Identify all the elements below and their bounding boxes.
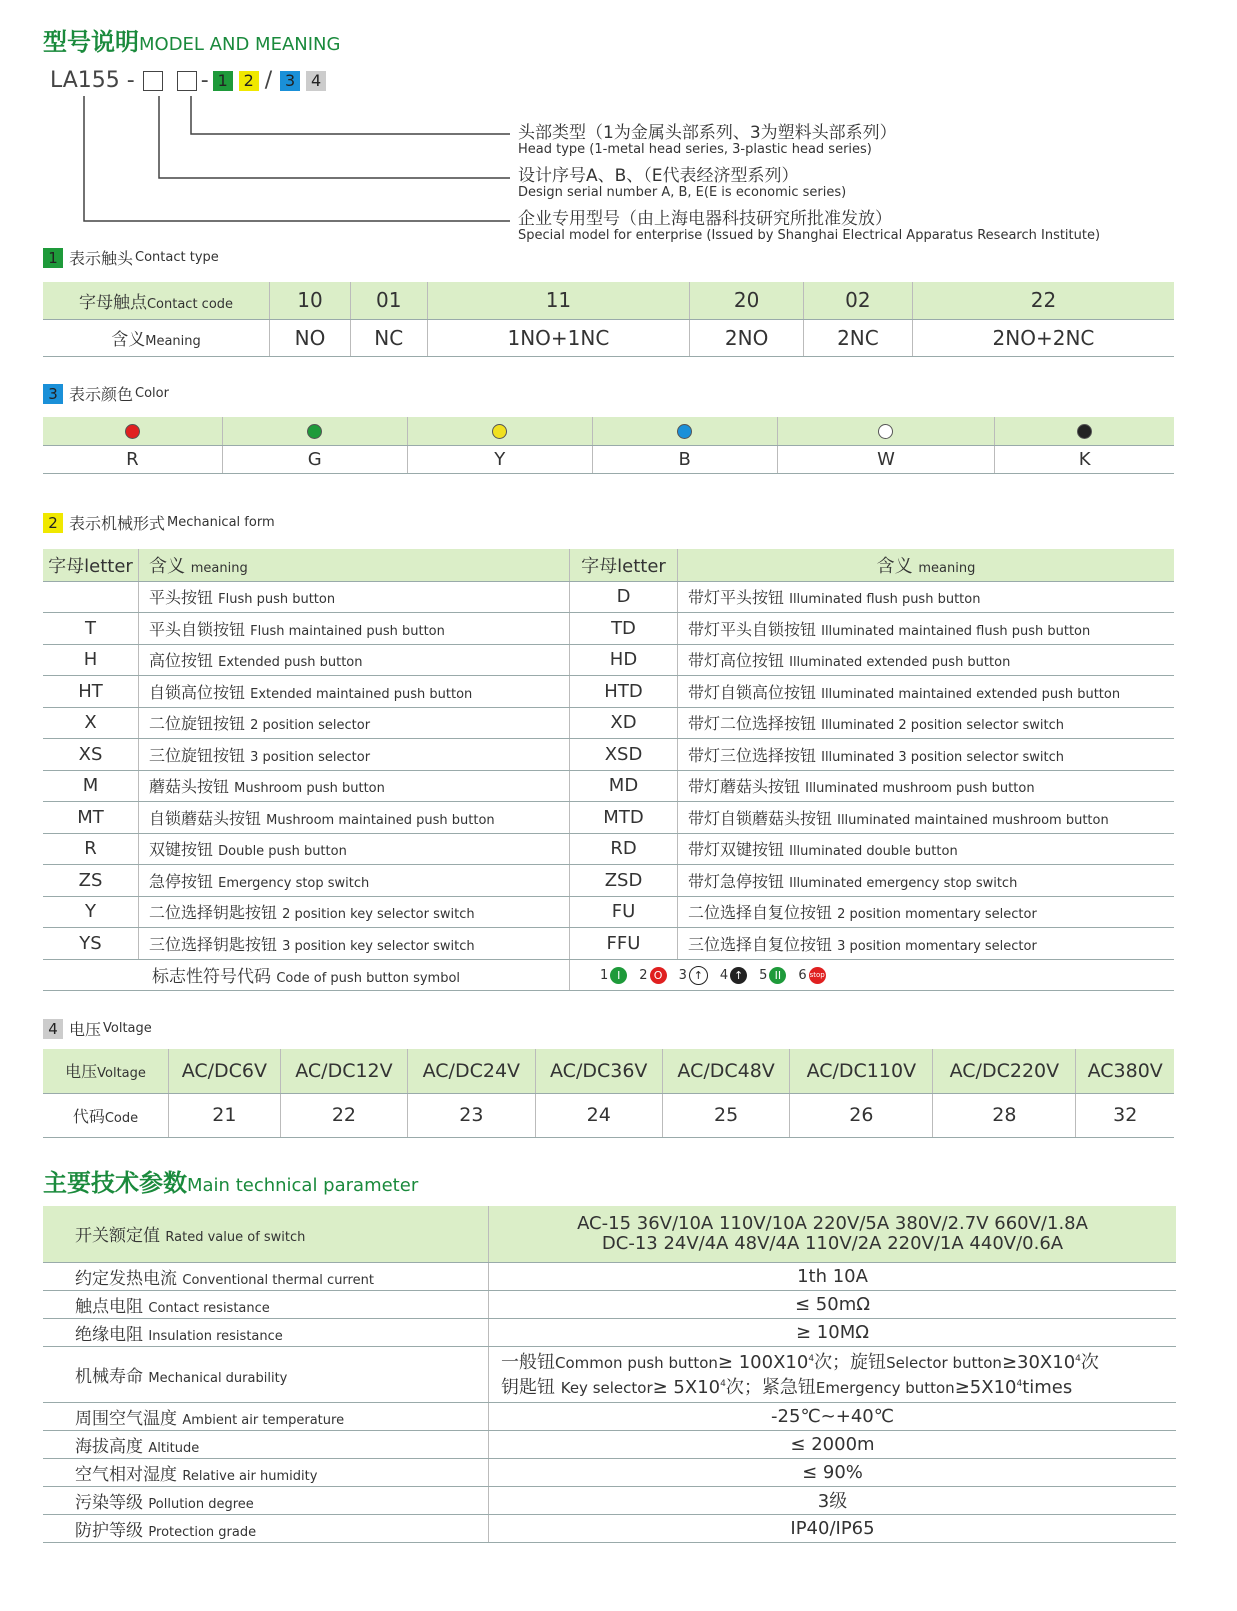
mech-row: YS 三位选择钥匙按钮 3 position key selector switch FFU 三位选择自复位按钮 3 position momentary selector	[43, 928, 1174, 960]
mech-row: MT 自锁蘑菇头按钮 Mushroom maintained push button MTD 带灯自锁蘑菇头按钮 Illuminated maintained mushroom button	[43, 802, 1174, 834]
voltage-value: AC/DC6V	[169, 1049, 281, 1093]
voltage-code: 23	[408, 1093, 535, 1137]
mech-row: Y 二位选择钥匙按钮 2 position key selector switch FU 二位选择自复位按钮 2 position momentary selector	[43, 896, 1174, 928]
color-label: W	[777, 445, 995, 473]
color-dot-y	[492, 424, 507, 439]
color-label: Y	[407, 445, 592, 473]
color-label: K	[995, 445, 1174, 473]
color-dot-cell	[407, 417, 592, 445]
voltage-code: 24	[535, 1093, 662, 1137]
mech-row: HT 自锁高位按钮 Extended maintained push button HTD 带灯自锁高位按钮 Illuminated maintained extended push button	[43, 676, 1174, 708]
symbol-5: 5 II	[759, 967, 786, 984]
symbol-1: 1 I	[600, 967, 627, 984]
voltage-value: AC380V	[1076, 1049, 1174, 1093]
color-dot-g	[307, 424, 322, 439]
color-table	[43, 417, 1174, 474]
color-dot-cell	[777, 417, 995, 445]
mech-row: XS 三位旋钮按钮 3 position selector XSD 带灯三位选择按钮 Illuminated 3 position selector switch	[43, 739, 1174, 771]
color-dot-r	[125, 424, 140, 439]
color-dot-k	[1077, 424, 1092, 439]
voltage-code: 32	[1076, 1093, 1174, 1137]
color-dot-w	[878, 424, 893, 439]
color-dot-cell	[995, 417, 1174, 445]
voltage-code: 22	[280, 1093, 407, 1137]
mech-row: H 高位按钮 Extended push button HD 带灯高位按钮 Illuminated extended push button	[43, 644, 1174, 676]
color-label: R	[43, 445, 222, 473]
voltage-section-title: 4 电压 Voltage	[43, 1017, 152, 1040]
model-desc-head: 头部类型（1为金属头部系列、3为塑料头部系列） Head type (1-metal head series, 3-plastic head series)	[518, 123, 897, 157]
voltage-table: 电压Voltage AC/DC6V AC/DC12V AC/DC24V AC/DC36V AC/DC48V AC/DC110V AC/DC220V AC380V 代码Code 21 22 23 24 25 26 28 32	[43, 1049, 1174, 1138]
mech-row: T 平头自锁按钮 Flush maintained push button TD 带灯平头自锁按钮 Illuminated maintained flush push button	[43, 613, 1174, 645]
voltage-value: AC/DC48V	[662, 1049, 789, 1093]
model-code: LA155 - - 1 2 / 3 4	[50, 68, 332, 93]
contact-code-label: 字母触点Contact code	[43, 282, 270, 319]
mech-row: 平头按钮 Flush push button D 带灯平头按钮 Illuminated flush push button	[43, 581, 1174, 613]
mech-section-title: 2 表示机械形式 Mechanical form	[43, 511, 275, 534]
voltage-value: AC/DC24V	[408, 1049, 535, 1093]
voltage-value: AC/DC36V	[535, 1049, 662, 1093]
voltage-value: AC/DC220V	[933, 1049, 1076, 1093]
symbol-6: 6 stop	[798, 968, 825, 984]
mech-row: X 二位旋钮按钮 2 position selector XD 带灯二位选择按钮 Illuminated 2 position selector switch	[43, 707, 1174, 739]
contact-meaning-label: 含义Meaning	[43, 319, 270, 356]
mech-row: ZS 急停按钮 Emergency stop switch ZSD 带灯急停按钮 Illuminated emergency stop switch	[43, 865, 1174, 897]
tech-table: 开关额定值 Rated value of switch AC-15 36V/10A 110V/10A 220V/5A 380V/2.7V 660V/1.8A DC-13 24V/4A 48V/4A 110V/2A 220V/1A 440V/0.6A 约定发热电流 Conventional thermal current 1th 10A 触点电阻 Contact resistance ≤ 50mΩ 绝缘电阻 Insulation resistance ≥ 10MΩ 机械寿命 Mechanical durability 一般钮Common push button≥ $100X10^4$次；旋钮Selector $button\ge 30X10^4$次 钥匙钮 Key selector≥ $5X10^4$次；紧急钮Emergency $button\ge 5X10^4times$ 周围空气温度 Ambient air temperature -25℃~+40℃ 海拔高度 Altitude ≤ 2000m 空气相对湿度 Relative air humidity ≤ 90% 污染等级 Pollution degree 3级 防护等级 Protection grade IP40/IP65	[43, 1206, 1176, 1543]
color-label: B	[592, 445, 777, 473]
voltage-code: 25	[662, 1093, 789, 1137]
contact-table: 字母触点Contact code 10 01 11 20 02 22 含义Meaning NO NC 1NO+1NC 2NO 2NC 2NO+2NC	[43, 282, 1174, 357]
contact-section-title: 1 表示触头 Contact type	[43, 246, 219, 269]
voltage-value: AC/DC110V	[790, 1049, 933, 1093]
symbol-3: 3 ↑	[679, 966, 708, 985]
symbol-4: 4 ↑	[720, 967, 747, 984]
color-dot-cell	[592, 417, 777, 445]
voltage-code: 28	[933, 1093, 1076, 1137]
voltage-value: AC/DC12V	[280, 1049, 407, 1093]
color-dot-b	[677, 424, 692, 439]
color-section-title: 3 表示颜色 Color	[43, 382, 169, 405]
color-label: G	[222, 445, 407, 473]
page-title: 型号说明MODEL AND MEANING	[43, 28, 341, 56]
model-desc-special: 企业专用型号（由上海电器科技研究所批准发放） Special model for enterprise (Issued by Shanghai Electrical Apparatus Research Institute)	[518, 209, 1101, 243]
color-dot-cell	[222, 417, 407, 445]
voltage-code: 21	[169, 1093, 281, 1137]
mech-row: R 双键按钮 Double push button RD 带灯双键按钮 Illuminated double button	[43, 833, 1174, 865]
model-desc-design: 设计序号A、B、（E代表经济型系列） Design serial number A, B, E(E is economic series)	[518, 166, 847, 200]
tech-title: 主要技术参数Main technical parameter	[43, 1169, 419, 1197]
mech-row: M 蘑菇头按钮 Mushroom push button MD 带灯蘑菇头按钮 Illuminated mushroom push button	[43, 770, 1174, 802]
color-dot-cell	[43, 417, 222, 445]
voltage-code: 26	[790, 1093, 933, 1137]
mech-table: 字母letter 含义 meaning 字母letter 含义 meaning 平头按钮 Flush push button D 带灯平头按钮 Illuminated flush push button T 平头自锁按钮 Flush maintained push button TD 带灯平头自锁按钮 Illuminated maintained flush push button H 高位按钮 Extended push button HD 带灯高位按钮 Illuminated extended push button HT 自锁高位按钮 Extended maintained push button HTD 带灯自锁高位按钮 Illuminated maintained extended push button X 二位旋钮按钮 2 position selector XD 带灯二位选择按钮 Illuminated 2 position selector switch XS 三位旋钮按钮 3 position selector XSD 带灯三位选择按钮 Illuminated 3 position selector switch M 蘑菇头按钮 Mushroom push button MD 带灯蘑菇头按钮 Illuminated mushroom push button MT 自锁蘑菇头按钮 Mushroom maintained push button MTD 带灯自锁蘑菇头按钮 Illuminated maintained mushroom button R 双键按钮 Double push button RD 带灯双键按钮 Illuminated double button ZS 急停按钮 Emergency stop switch ZSD 带灯急停按钮 Illuminated emergency stop switch Y 二位选择钥匙按钮 2 position key selector switch FU 二位选择自复位按钮 2 position momentary selector YS 三位选择钥匙按钮 3 position key selector switch FFU 三位选择自复位按钮 3 position momentary selector 标志性符号代码 Code of push button symbol 1 I 2 O 3 ↑ 4 ↑ 5 II 6 stop	[43, 549, 1174, 991]
symbol-row: 标志性符号代码 Code of push button symbol 1 I 2 O 3 ↑ 4 ↑ 5 II 6 stop	[43, 959, 1174, 991]
symbol-2: 2 O	[639, 967, 666, 984]
